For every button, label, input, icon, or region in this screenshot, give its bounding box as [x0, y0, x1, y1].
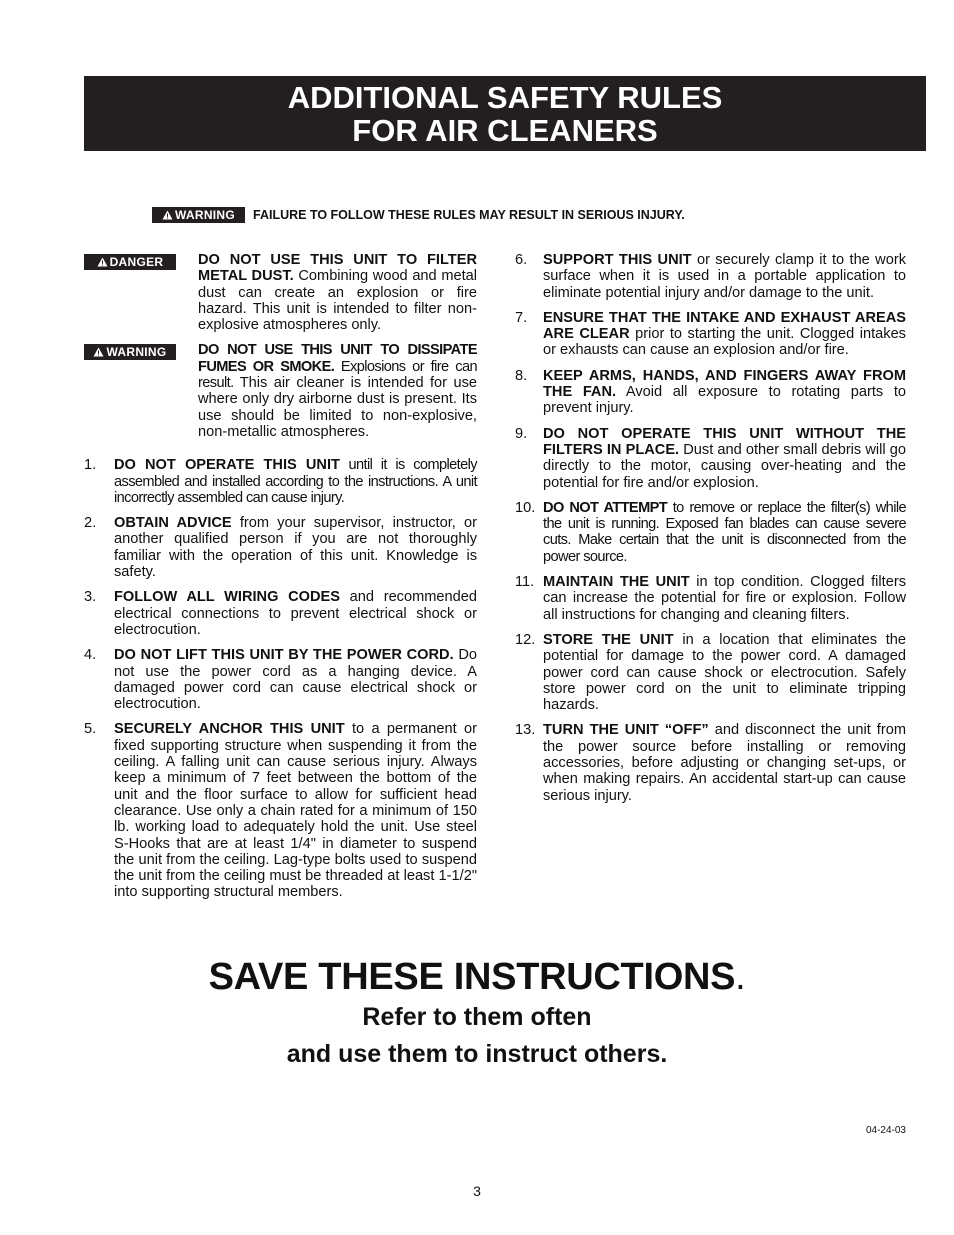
warning-tag-label: WARNING	[174, 208, 236, 222]
header-title-line2: FOR AIR CLEANERS	[352, 112, 658, 148]
header-title-line1: ADDITIONAL SAFETY RULES	[287, 79, 723, 115]
list-item	[515, 310, 906, 359]
list-number: 4.	[84, 647, 97, 664]
list-item-text: prior to starting the unit. Clogged intakes or exhausts can cause an explosion and/or fire.	[543, 326, 906, 359]
list-item-bold: TURN THE UNIT “OFF”	[543, 722, 709, 739]
list-number: 2.	[84, 515, 97, 532]
danger-tag-label: DANGER	[109, 254, 164, 269]
list-number: 1.	[84, 457, 97, 474]
list-item	[515, 500, 906, 565]
list-item	[515, 722, 906, 803]
date-code: 04-24-03	[865, 1125, 906, 1136]
list-item-text: and disconnect the unit from the power source before installing or removing accessories, before adjusting or changing set-ups, or when making repairs. An accidental start-up can cause serious injury.	[543, 722, 906, 804]
list-item-bold: DO NOT OPERATE THIS UNIT	[114, 457, 340, 474]
list-item	[515, 574, 906, 623]
danger-tag	[84, 254, 176, 270]
danger-notice	[84, 252, 477, 333]
list-item-bold: ENSURE THAT THE INTAKE AND EXHAUST AREAS ARE CLEAR	[543, 309, 906, 343]
list-item-text: Avoid all exposure to rotating parts to prevent injury.	[543, 384, 906, 417]
list-item-bold: DO NOT ATTEMPT	[543, 499, 668, 516]
page-header-banner	[84, 76, 926, 151]
list-item-text: Dust and other small debris will go directly to the motor, causing over-heating and the potential for fire and/or explosion.	[543, 441, 906, 491]
save-instructions-title	[0, 956, 954, 999]
list-item	[515, 252, 906, 301]
list-item-bold: DO NOT LIFT THIS UNIT BY THE POWER CORD.	[114, 647, 454, 664]
list-item	[84, 515, 477, 580]
list-item-text: in top condition. Clogged filters can increase the potential for fire or explosion. Follow all instructions for changing and cleaning filters.	[543, 574, 906, 623]
list-item	[84, 457, 477, 506]
list-number: 11.	[515, 574, 535, 591]
list-number: 7.	[515, 309, 528, 326]
list-number: 5.	[84, 721, 97, 738]
list-number: 6.	[515, 252, 528, 268]
list-item-bold: SECURELY ANCHOR THIS UNIT	[114, 721, 345, 738]
save-subtitle-line2: and use them to instruct others.	[286, 1040, 668, 1068]
warning-text: This air cleaner is intended for use where only dry airborne dust is present. Its use should be limited to non-explosive, non-metallic atmospheres.	[198, 375, 477, 440]
list-item	[515, 632, 906, 713]
save-title-text: SAVE THESE INSTRUCTIONS	[208, 956, 736, 998]
page-number: 3	[473, 1183, 481, 1199]
warning-bold: DO NOT USE THIS UNIT TO DISSIPATE FUMES OR SMOKE.	[198, 342, 477, 375]
save-title-period: .	[735, 956, 746, 998]
list-item	[84, 589, 477, 638]
danger-text: Combining wood and metal dust can create an explosion or fire hazard. This unit is intended to filter non-explosive atmospheres only.	[198, 268, 478, 334]
list-item-bold: DO NOT OPERATE THIS UNIT WITHOUT THE FILTERS IN PLACE.	[543, 425, 906, 458]
list-item-bold: KEEP ARMS, HANDS, AND FINGERS AWAY FROM THE FAN.	[543, 367, 906, 401]
list-item	[515, 426, 906, 491]
list-item-text: in a location that eliminates the potential for damage to the power cord. A damaged power cord can cause shock or electrocution. Safely store power cord on the unit to eliminate tripping hazards.	[543, 631, 906, 714]
list-number: 3.	[84, 589, 97, 606]
list-item-bold: FOLLOW ALL WIRING CODES	[114, 589, 341, 606]
warning-triangle-icon	[162, 210, 173, 220]
list-number: 9.	[515, 425, 528, 442]
list-item	[84, 721, 477, 900]
list-item-text: until it is completely assembled and installed according to the instructions. A unit incorrectly assembled can cause injury.	[114, 457, 477, 506]
warning-tag	[152, 207, 245, 223]
right-column	[515, 252, 906, 804]
list-number: 8.	[515, 367, 528, 384]
warning-tag	[84, 344, 176, 360]
list-number: 12.	[515, 631, 536, 648]
warning-tag-label: WARNING	[106, 345, 167, 360]
list-item-text: Do not use the power cord as a hanging device. A damaged power cord can cause electrical shock or electrocution.	[114, 647, 478, 713]
danger-bold: DO NOT USE THIS UNIT TO FILTER METAL DUST.	[198, 252, 477, 285]
warning-triangle-icon	[93, 347, 104, 357]
top-warning-text: FAILURE TO FOLLOW THESE RULES MAY RESULT IN SERIOUS INJURY.	[253, 208, 685, 222]
top-warning	[152, 207, 685, 223]
warning-notice	[84, 342, 477, 440]
list-item-bold: OBTAIN ADVICE	[114, 515, 232, 532]
list-number: 10.	[515, 499, 536, 516]
list-item-text: to remove or replace the filter(s) while the unit is running. Exposed fan blades can cause severe cuts. Make certain that the unit is disconnected from the power source.	[543, 499, 907, 565]
warning-text-condensed: Explosions or fire can result.	[198, 358, 477, 392]
list-item	[515, 368, 906, 417]
save-subtitle-line1: Refer to them often	[362, 1003, 592, 1031]
list-item-bold: MAINTAIN THE UNIT	[543, 574, 690, 591]
warning-triangle-icon	[97, 257, 108, 267]
list-number: 13.	[515, 722, 536, 739]
list-item-text: or securely clamp it to the work surface when it is used in a portable application to eliminate potential injury and/or damage to the unit.	[543, 252, 906, 301]
list-item	[84, 647, 477, 712]
list-item-text: to a permanent or fixed supporting structure when suspending it from the ceiling. A falling unit can cause serious injury. Always keep a minimum of 7 feet between the bottom of the unit and the floor surface to allow for sufficient head clearance. Use only a chain rated for a minimum of 150 lb. working load to adequately hold the unit. Use steel S-Hooks that are at least 1/4" in diameter to suspend the unit from the ceiling. Lag-type bolts used to suspend the unit from the ceiling must be threaded at least 1-1/2" into supporting structural members.	[114, 721, 477, 901]
list-item-text: and recommended electrical connections to prevent electrical shock or electrocution.	[114, 589, 477, 638]
list-item-bold: SUPPORT THIS UNIT	[543, 252, 692, 268]
left-column	[84, 252, 477, 901]
list-item-text: from your supervisor, instructor, or another qualified person if you are not thoroughly familiar with the operation of this unit. Knowledge is safety.	[114, 515, 478, 581]
list-item-bold: STORE THE UNIT	[543, 631, 674, 648]
